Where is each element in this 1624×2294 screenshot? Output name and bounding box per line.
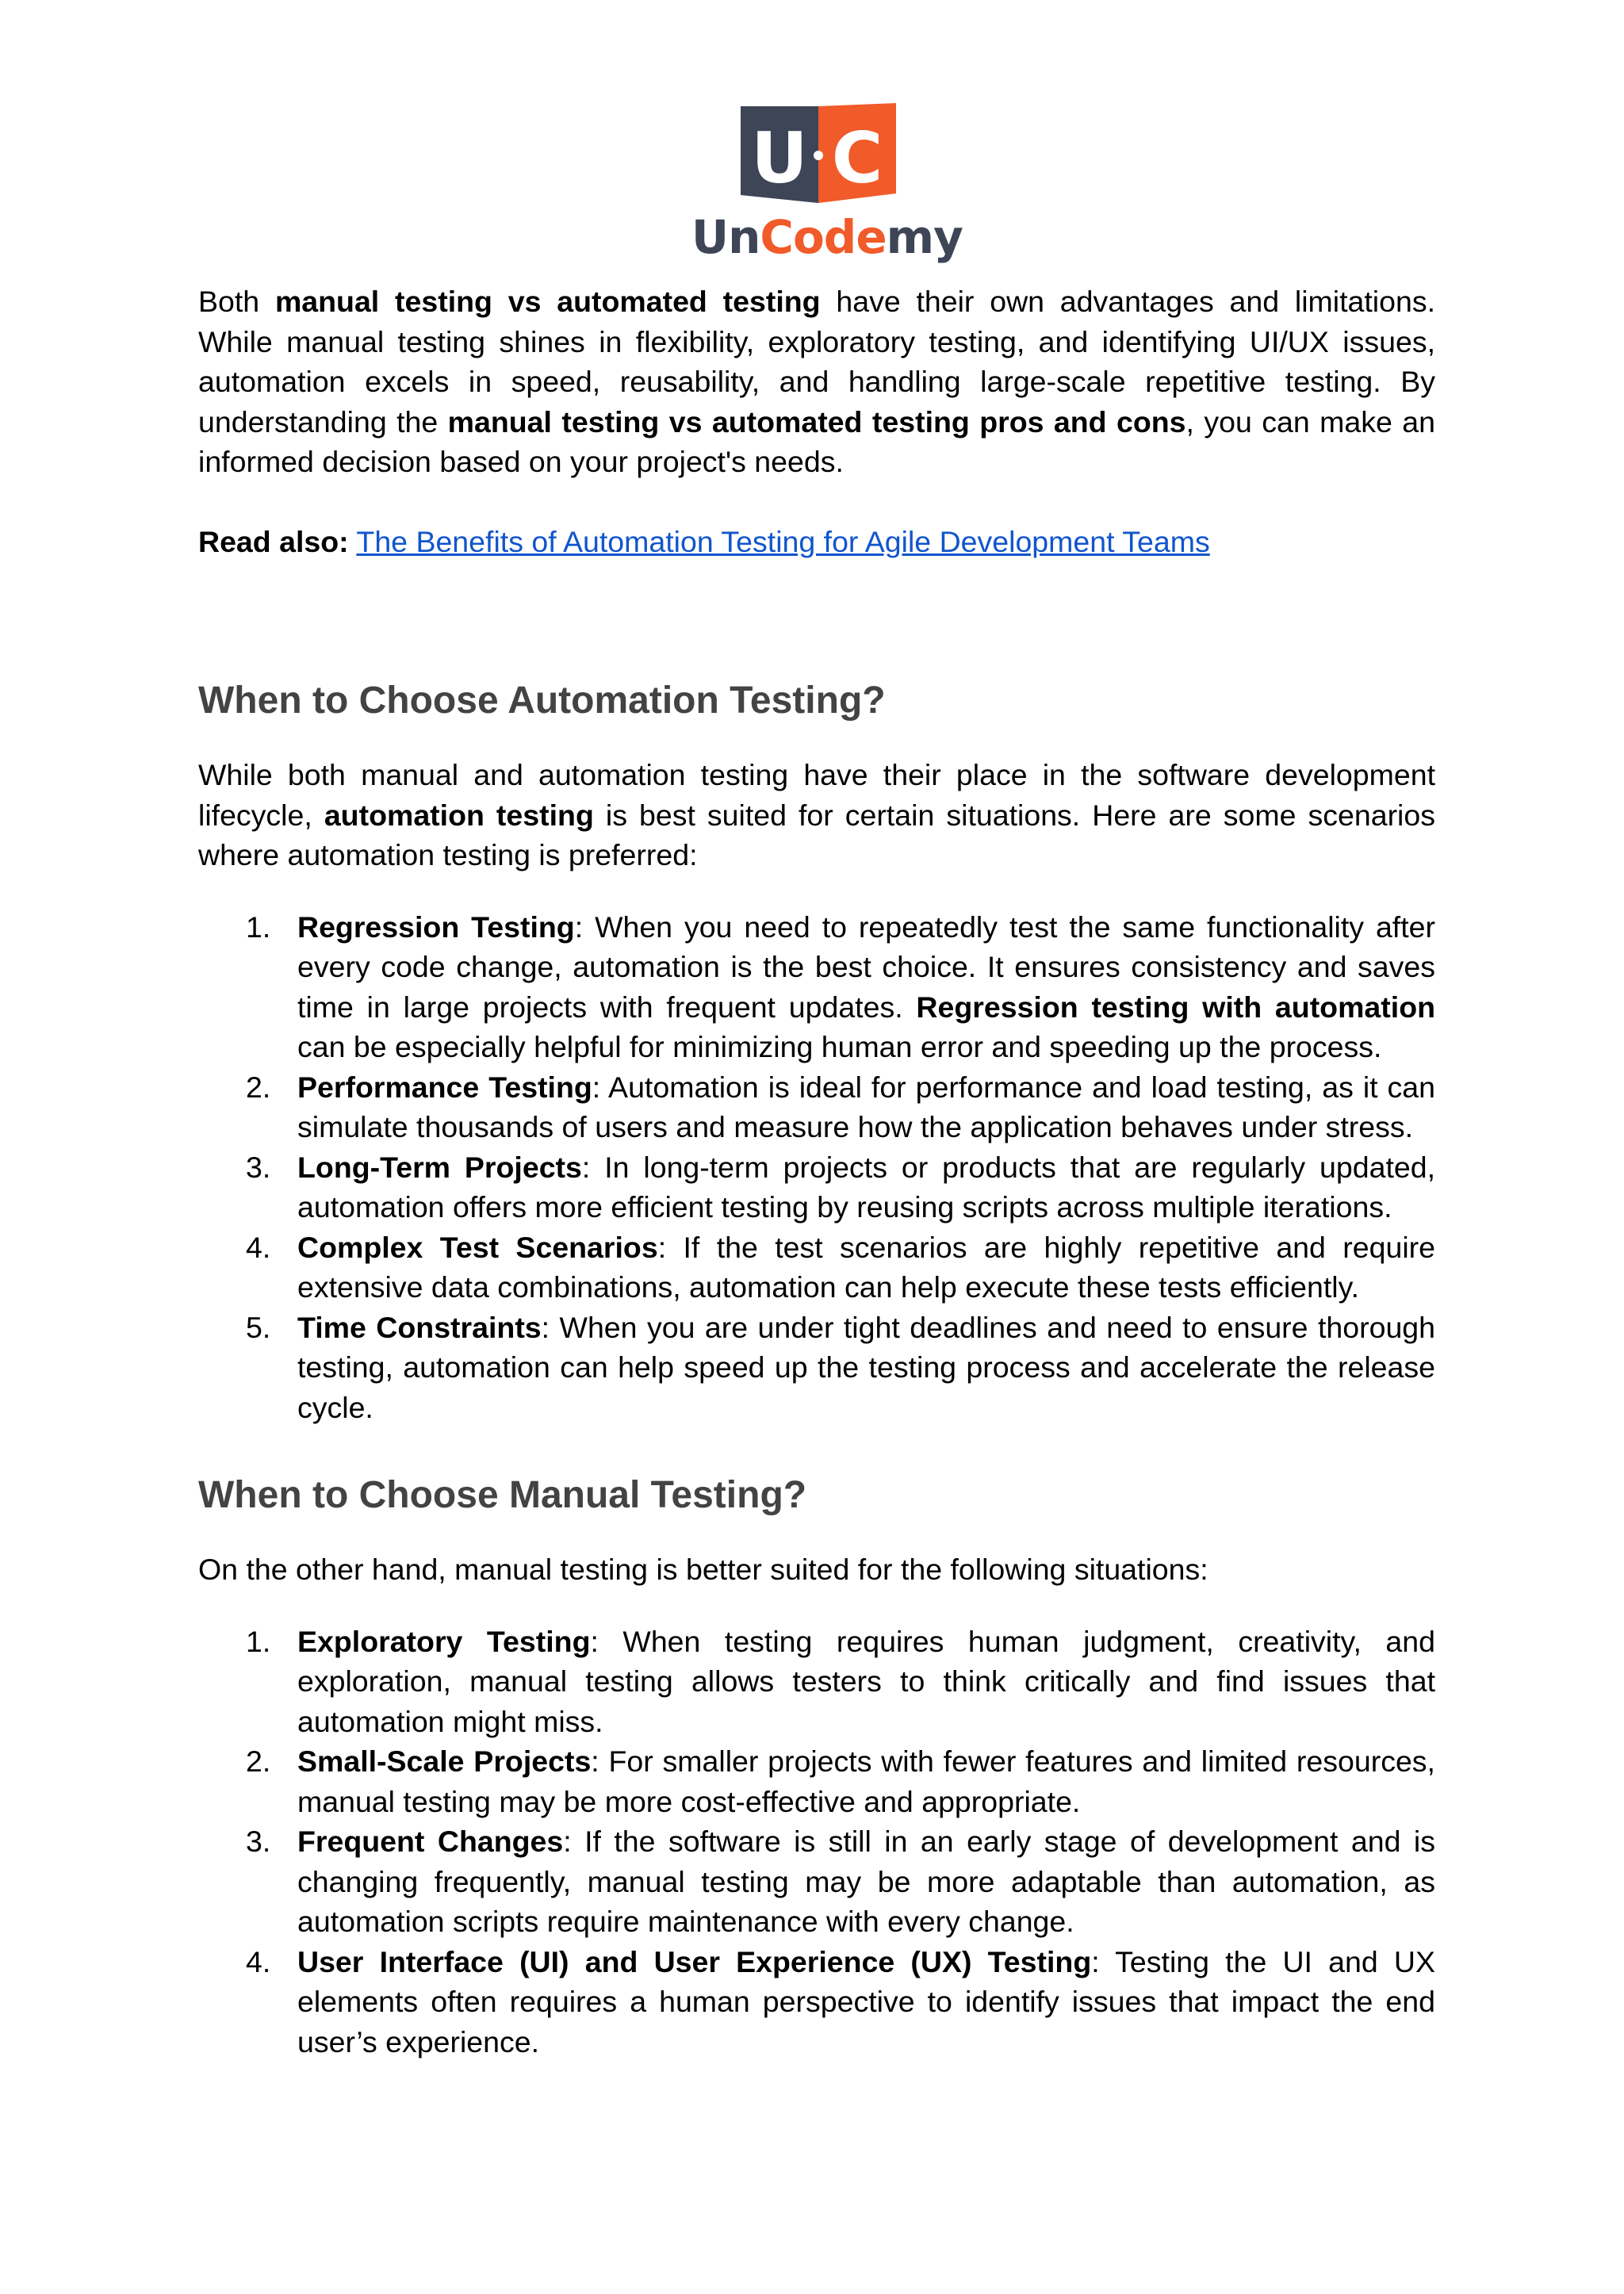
list-item: 4. Complex Test Scenarios: If the test scenarios are highly repetitive and require extensive data combinations, automation can help execute these tests efficiently. bbox=[246, 1230, 1435, 1304]
manual-list bbox=[198, 1622, 1435, 2062]
intro-paragraph: Both manual testing vs automated testing have their own advantages and limitations. While manual testing shines in flexibility, exploratory testing, and identifying UI/UX issues, automation excels in speed, reusability, and handling large-scale repetitive testing. By understanding the manual testing vs automated testing pros and cons, you can make an informed decision based on your project's needs. bbox=[198, 285, 1435, 478]
list-item: 1. Regression Testing: When you need to repeatedly test the same functionality after every code change, automation is the best choice. It ensures consistency and saves time in large projects with frequent updates. Regression testing with automation can be especially helpful for minimizing human error and speeding up the process. bbox=[246, 910, 1436, 1063]
list-item: 5. Time Constraints: When you are under tight deadlines and need to ensure thorough testing, automation can help speed up the testing process and accelerate the release cycle. bbox=[246, 1310, 1436, 1424]
heading-manual: When to Choose Manual Testing? bbox=[198, 1474, 807, 1516]
svg-text:C: C bbox=[831, 117, 883, 199]
list-item: 2. Performance Testing: Automation is ideal for performance and load testing, as it can simulate thousands of users and measure how the application behaves under stress. bbox=[246, 1070, 1435, 1143]
read-also bbox=[198, 522, 1435, 562]
read-also-link[interactable]: The Benefits of Automation Testing for Agile Development Teams bbox=[356, 524, 1210, 558]
list-item: 3. Frequent Changes: If the software is still in an early stage of development and is changing frequently, manual testing may be more adaptable than automation, as automation scripts require maintenance with every change. bbox=[246, 1825, 1435, 1938]
manual-intro: On the other hand, manual testing is better suited for the following situations: bbox=[198, 1553, 1208, 1586]
article-content bbox=[198, 281, 1435, 2062]
read-also-label: Read also: bbox=[198, 524, 349, 558]
automation-intro: While both manual and automation testing have their place in the software development lifecycle, automation testing is best suited for certain situations. Here are some scenarios where automation testing is preferred: bbox=[198, 758, 1435, 871]
list-item: 3. Long-Term Projects: In long-term projects or products that are regularly updated, automation offers more efficient testing by reusing scripts across multiple iterations. bbox=[246, 1150, 1435, 1224]
uc-logo-mark bbox=[691, 103, 945, 209]
list-item: 2. Small-Scale Projects: For smaller projects with fewer features and limited resources, manual testing may be more cost-effective and appropriate. bbox=[246, 1744, 1435, 1818]
logo-wordmark: UnCodemy bbox=[691, 210, 963, 264]
automation-list bbox=[198, 907, 1435, 1428]
list-item: 4. User Interface (UI) and User Experience (UX) Testing: Testing the UI and UX elements often requires a human perspective to identify issues that impact the end user’s experience. bbox=[246, 1944, 1436, 2058]
list-item: 1. Exploratory Testing: When testing requires human judgment, creativity, and exploration, manual testing allows testers to think critically and find issues that automation might miss. bbox=[246, 1624, 1435, 1738]
svg-text:U: U bbox=[751, 117, 808, 199]
uncodemy-logo bbox=[691, 103, 963, 270]
heading-automation: When to Choose Automation Testing? bbox=[198, 680, 886, 722]
